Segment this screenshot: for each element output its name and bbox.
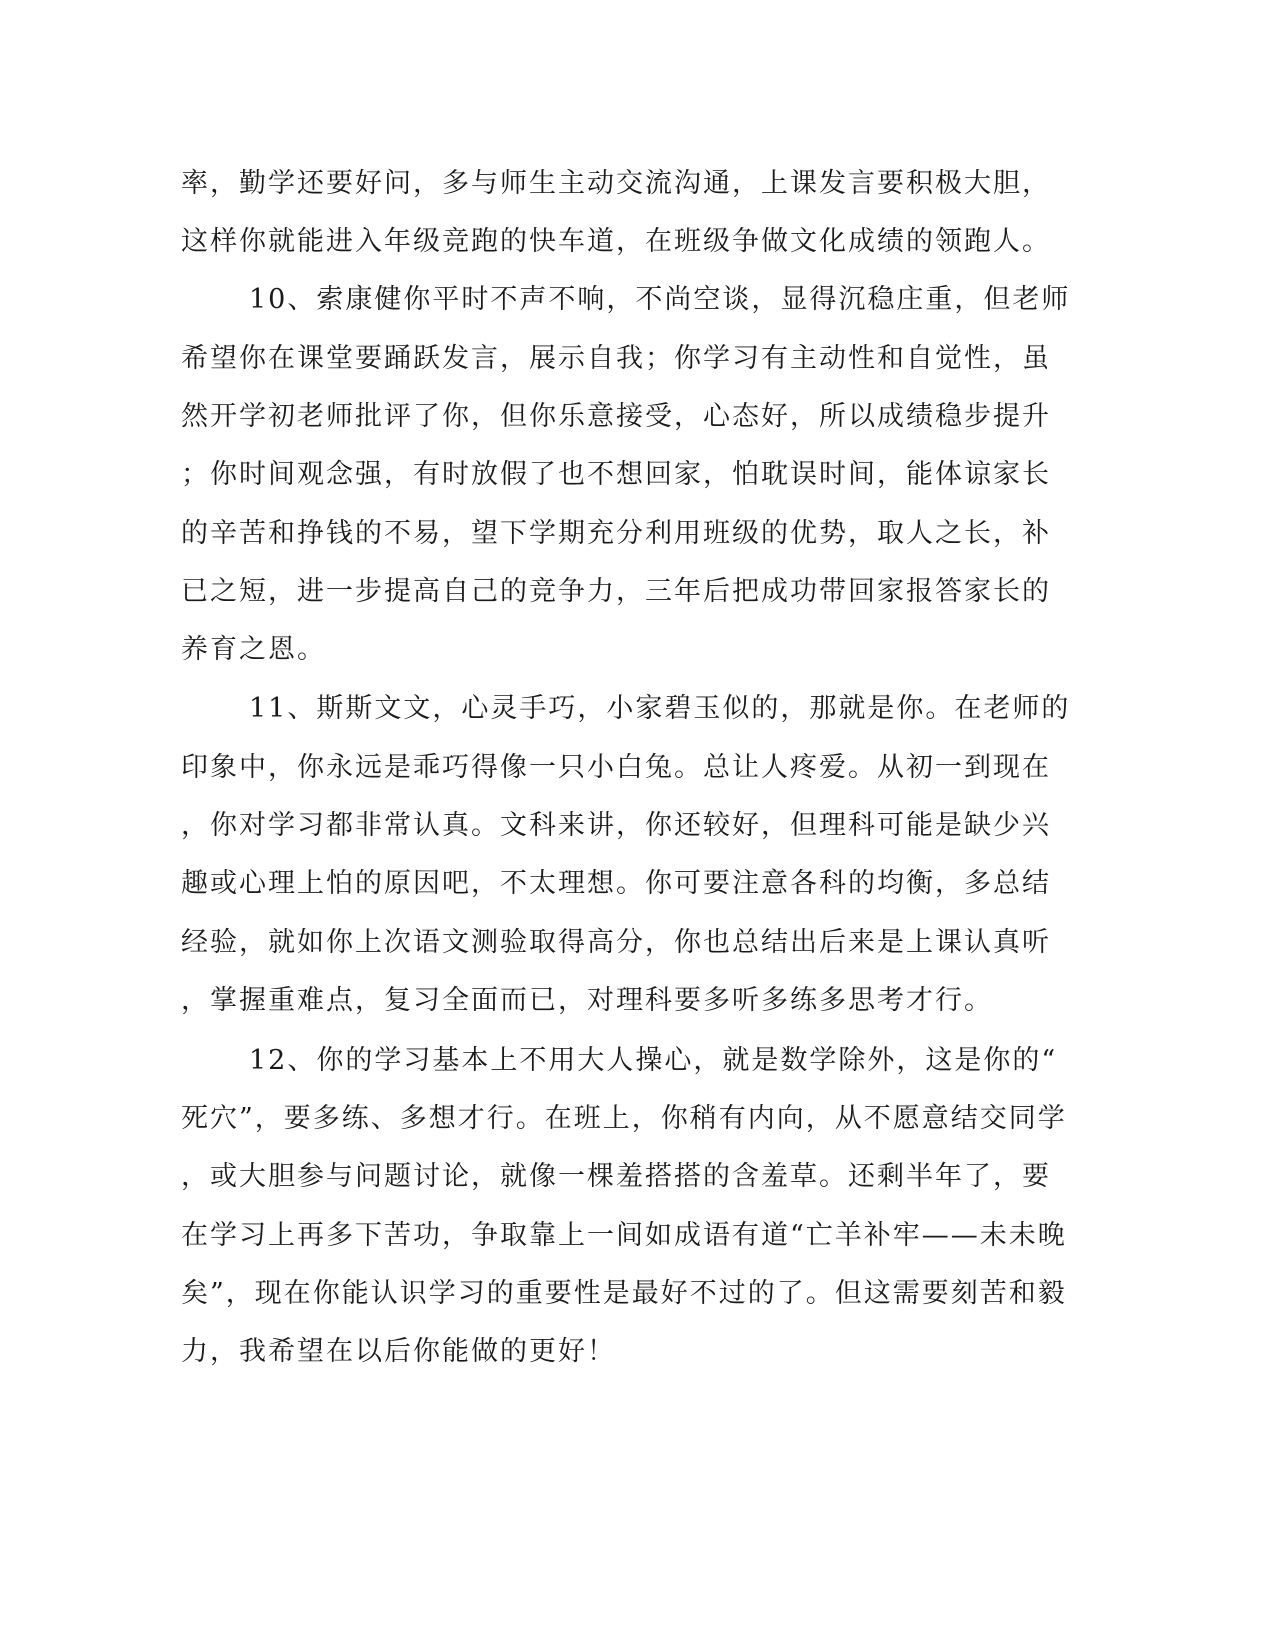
text-line: 在学习上再多下苦功，争取靠上一间如成语有道“亡羊补牢——未未晚: [181, 1220, 1067, 1251]
text-line: 死穴”，要多练、多想才行。在班上，你稍有内向，从不愿意结交同学: [181, 1103, 1067, 1134]
text-line: 率，勤学还要好问，多与师生主动交流沟通，上课发言要积极大胆，: [181, 168, 1051, 199]
text-line: ，掌握重难点，复习全面而已，对理科要多听多练多思考才行。: [181, 985, 993, 1016]
text-line: 矣”，现在你能认识学习的重要性是最好不过的了。但这需要刻苦和毅: [181, 1278, 1067, 1309]
text-line: 的辛苦和挣钱的不易，望下学期充分利用班级的优势，取人之长，补: [181, 518, 1051, 549]
text-line: ，你对学习都非常认真。文科来讲，你还较好，但理科可能是缺少兴: [181, 810, 1051, 841]
text-line: 已之短，进一步提高自己的竞争力，三年后把成功带回家报答家长的: [181, 576, 1051, 607]
text-line: 力，我希望在以后你能做的更好！: [181, 1336, 616, 1367]
text-line: ；你时间观念强，有时放假了也不想回家，怕耽误时间，能体谅家长: [181, 459, 1051, 490]
paragraph-12-first-line: 12、你的学习基本上不用大人操心，就是数学除外，这是你的“: [249, 1045, 1058, 1076]
text-line: 印象中，你永远是乖巧得像一只小白兔。总让人疼爱。从初一到现在: [181, 752, 1051, 783]
text-line: 经验，就如你上次语文测验取得高分，你也总结出后来是上课认真听: [181, 927, 1051, 958]
text-line: 然开学初老师批评了你，但你乐意接受，心态好，所以成绩稳步提升: [181, 401, 1051, 432]
text-line: 趣或心理上怕的原因吧，不太理想。你可要注意各科的均衡，多总结: [181, 868, 1051, 899]
text-line: 这样你就能进入年级竞跑的快车道，在班级争做文化成绩的领跑人。: [181, 226, 1051, 257]
text-line: 希望你在课堂要踊跃发言，展示自我；你学习有主动性和自觉性，虽: [181, 343, 1051, 374]
paragraph-11-first-line: 11、斯斯文文，心灵手巧，小家碧玉似的，那就是你。在老师的: [249, 693, 1071, 724]
paragraph-10-first-line: 10、索康健你平时不声不响，不尚空谈，显得沉稳庄重，但老师: [249, 284, 1071, 315]
text-line: ，或大胆参与问题讨论，就像一棵羞搭搭的含羞草。还剩半年了，要: [181, 1161, 1051, 1192]
text-line: 养育之恩。: [181, 634, 326, 665]
